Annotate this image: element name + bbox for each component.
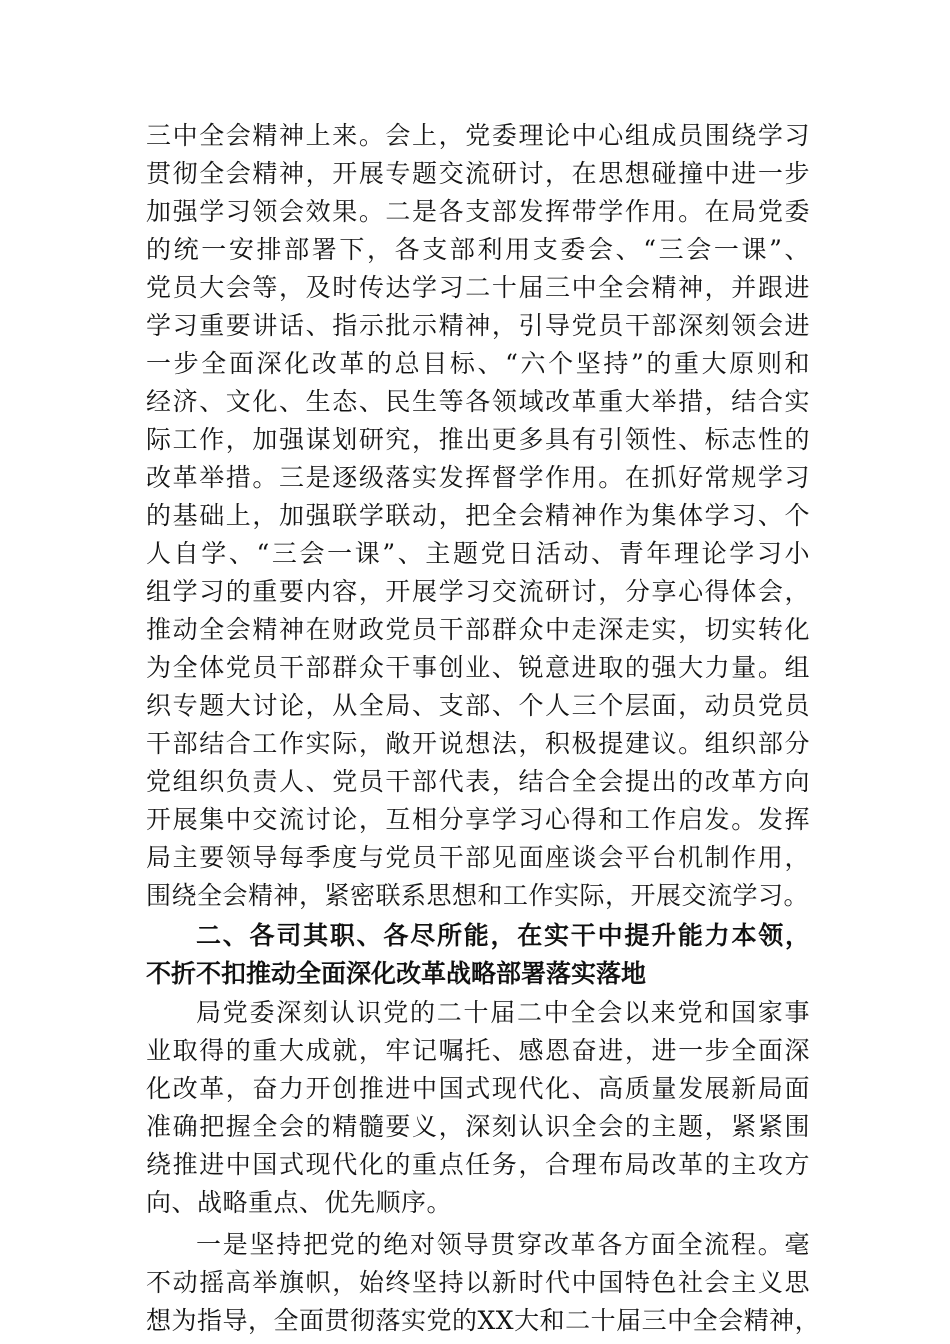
text-line: 人自学、“三会一课”、主题党日活动、青年理论学习小 xyxy=(146,539,810,568)
text-line: 推动全会精神在财政党员干部群众中走深走实，切实转化 xyxy=(146,615,810,644)
text-line: 党组织负责人、党员干部代表，结合全会提出的改革方向 xyxy=(146,767,810,796)
text-line: 干部结合工作实际，敞开说想法，积极提建议。组织部分 xyxy=(146,729,810,758)
text-line: 化改革，奋力开创推进中国式现代化、高质量发展新局面 xyxy=(146,1074,810,1103)
text-line: 围绕全会精神，紧密联系思想和工作实际，开展交流学习。 xyxy=(146,881,810,910)
text-line: 的基础上，加强联学联动，把全会精神作为集体学习、个 xyxy=(146,501,810,530)
text-line: 业取得的重大成就，牢记嘱托、感恩奋进，进一步全面深 xyxy=(146,1036,810,1065)
text-line: 想为指导，全面贯彻落实党的XX大和二十届三中全会精神， xyxy=(146,1306,821,1335)
section-heading-line-2: 不折不扣推动全面深化改革战略部署落实落地 xyxy=(146,959,647,988)
text-line: 为全体党员干部群众干事创业、锐意进取的强大力量。组 xyxy=(146,653,810,682)
text-line: 三中全会精神上来。会上，党委理论中心组成员围绕学习 xyxy=(146,121,810,150)
text-line: 一是坚持把党的绝对领导贯穿改革各方面全流程。毫 xyxy=(196,1230,810,1259)
text-line: 局党委深刻认识党的二十届二中全会以来党和国家事 xyxy=(196,998,810,1027)
text-line: 织专题大讨论，从全局、支部、个人三个层面，动员党员 xyxy=(146,691,810,720)
section-heading-line-1: 二、各司其职、各尽所能，在实干中提升能力本领， xyxy=(196,921,810,950)
text-line: 党员大会等，及时传达学习二十届三中全会精神，并跟进 xyxy=(146,273,810,302)
text-line: 不动摇高举旗帜，始终坚持以新时代中国特色社会主义思 xyxy=(146,1268,810,1297)
text-line: 一步全面深化改革的总目标、“六个坚持”的重大原则和 xyxy=(146,349,810,378)
text-line: 加强学习领会效果。二是各支部发挥带学作用。在局党委 xyxy=(146,197,810,226)
text-line: 际工作，加强谋划研究，推出更多具有引领性、标志性的 xyxy=(146,425,810,454)
text-line: 的统一安排部署下，各支部利用支委会、“三会一课”、 xyxy=(146,235,810,264)
text-line: 组学习的重要内容，开展学习交流研讨，分享心得体会， xyxy=(146,577,810,606)
text-line: 贯彻全会精神，开展专题交流研讨，在思想碰撞中进一步 xyxy=(146,159,810,188)
text-line: 准确把握全会的精髓要义，深刻认识全会的主题，紧紧围 xyxy=(146,1112,810,1141)
text-line: 绕推进中国式现代化的重点任务，合理布局改革的主攻方 xyxy=(146,1150,810,1179)
text-line: 向、战略重点、优先顺序。 xyxy=(146,1188,453,1217)
text-line: 学习重要讲话、指示批示精神，引导党员干部深刻领会进 xyxy=(146,311,810,340)
text-line: 开展集中交流讨论，互相分享学习心得和工作启发。发挥 xyxy=(146,805,810,834)
text-line: 经济、文化、生态、民生等各领域改革重大举措，结合实 xyxy=(146,387,810,416)
text-line: 改革举措。三是逐级落实发挥督学作用。在抓好常规学习 xyxy=(146,463,810,492)
text-line: 局主要领导每季度与党员干部见面座谈会平台机制作用， xyxy=(146,843,810,872)
